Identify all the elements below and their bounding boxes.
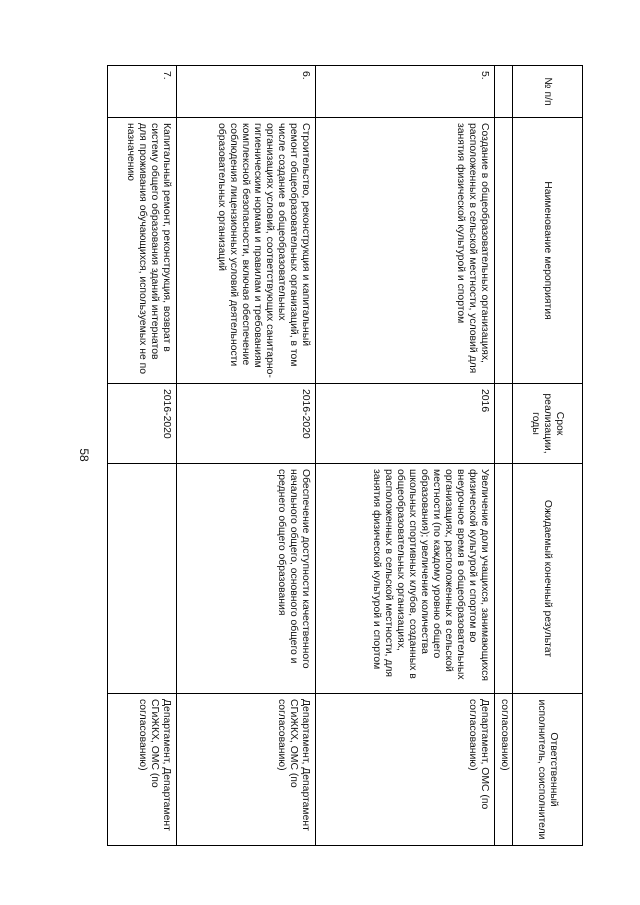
header-num: № п/п <box>513 66 583 118</box>
row-responsible: Департамент, Департамент СГиЖКХ, ОМС (по согласованию) <box>108 694 177 846</box>
table-row <box>316 66 495 846</box>
row-result: Обеспечение доступности качественного начального общего, основного общего и среднего общего образования <box>177 464 316 694</box>
row-name: Строительство, реконструкция и капитальный ремонт общеобразовательных организаций, в том числе создание в общеобразовательных организациях условий, соответствующих санитарно-гигиеническим нормам и правилам и требованиям комплексной безопасности, включая обеспечение соблюдения лицензионных условий деятельности образовательных организаций <box>177 118 316 384</box>
header-responsible: Ответственный исполнитель, соисполнители <box>513 694 583 846</box>
measures-table <box>107 65 583 846</box>
row-name: Капитальный ремонт, реконструкция, возврат в систему общего образования зданий интернатов для проживания обучающихся, используемых не по назначению <box>108 118 177 384</box>
page-number: 58 <box>77 448 91 462</box>
row-responsible: Департамент, Департамент СГиЖКХ, ОМС (по согласованию) <box>177 694 316 846</box>
row-result: Увеличение доли учащихся, занимающихся физической культурой и спортом во внеурочное время в общеобразовательных организациях, расположенных в сельской местности (по каждому уровню общего образования); увеличение количества школьных спортивных клубов, созданных в общеобразовательных организациях, расположенных в сельской местности, для занятия физической культурой и спортом <box>316 464 495 694</box>
row-num: 6. <box>177 66 316 118</box>
row-period: 2016-2020 <box>108 384 177 464</box>
row-name: Создание в общеобразовательных организациях, расположенных в сельской местности, условий для занятия физической культурой и спортом <box>316 118 495 384</box>
row-num: 5. <box>316 66 495 118</box>
header-name: Наименование мероприятия <box>513 118 583 384</box>
continuation-text: согласованию) <box>495 694 513 846</box>
row-result <box>108 464 177 694</box>
table-row <box>177 66 316 846</box>
header-period: Срок реализации, годы <box>513 384 583 464</box>
continuation-row <box>495 66 513 846</box>
table-header-row <box>513 66 583 846</box>
row-num: 7. <box>108 66 177 118</box>
row-period: 2016-2020 <box>177 384 316 464</box>
table-row <box>108 66 177 846</box>
row-responsible: Департамент, ОМС (по согласованию) <box>316 694 495 846</box>
row-period: 2016 <box>316 384 495 464</box>
rotated-table-container <box>108 65 583 845</box>
header-result: Ожидаемый конечный результат <box>513 464 583 694</box>
